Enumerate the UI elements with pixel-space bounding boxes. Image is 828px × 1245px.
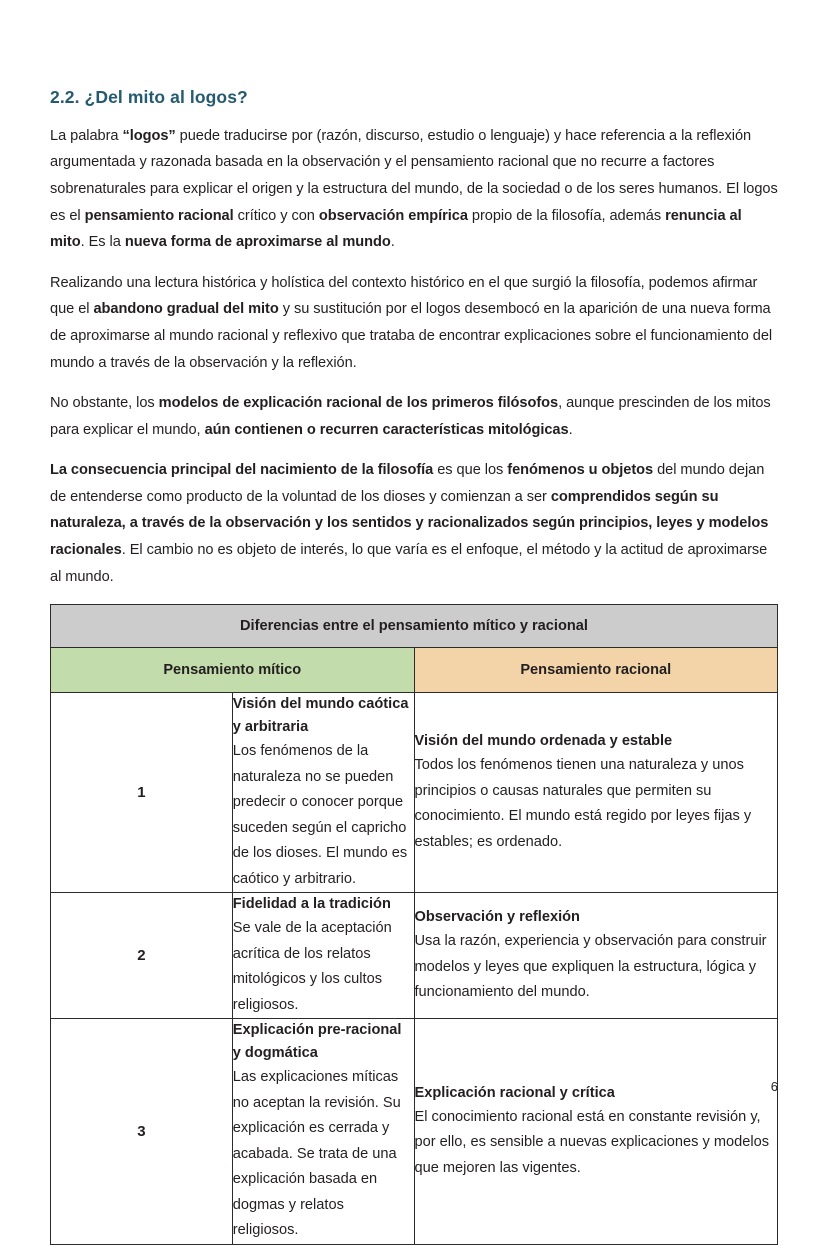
table-row xyxy=(51,893,778,1019)
paragraph-4: La consecuencia principal del nacimiento de la filosofía es que los fenómenos u objetos del mundo dejan de entenderse como producto de la voluntad de los dioses y comienzan a ser comprendidos según su naturaleza, a través de la observación y los sentidos y racionalizados según principios, leyes y modelos racionales. El cambio no es objeto de interés, lo que varía es el enfoque, el método y la actitud de aproximarse al mundo. xyxy=(50,462,769,585)
table-title: Diferencias entre el pensamiento mítico y racional xyxy=(51,605,778,648)
cell-text: Las explicaciones míticas no aceptan la revisión. Su explicación es cerrada y acabada. Se trata de una explicación basada en dogmas y relatos religiosos. xyxy=(232,1069,401,1239)
cell-rational xyxy=(414,893,778,1019)
page-number: 6 xyxy=(770,1079,778,1094)
paragraph-2: Realizando una lectura histórica y holística del contexto histórico en el que surgió la filosofía, podemos afirmar que el abandono gradual del mito y su sustitución por el logos desembocó en la aparición de una nueva forma de aproximarse al mundo racional y reflexivo que trataba de encontrar explicaciones sobre el funcionamiento del mundo a través de la observación y la reflexión. xyxy=(50,274,773,371)
cell-title: Fidelidad a la tradición xyxy=(232,896,391,913)
cell-title: Explicación pre-racional y dogmática xyxy=(232,1022,402,1062)
cell-rational xyxy=(414,1019,778,1245)
cell-text: El conocimiento racional está en constante revisión y, por ello, es sensible a nuevas explicaciones y modelos que mejoren las vigentes. xyxy=(414,1108,770,1176)
paragraph-1: La palabra “logos” puede traducirse por (razón, discurso, estudio o lenguaje) y hace referencia a la reflexión argumentada y razonada basada en la observación y el pensamiento racional que no recurre a factores sobrenaturales para explicar el origen y la estructura del mundo, de la sociedad o de los seres humanos. El logos es el pensamiento racional crítico y con observación empírica propio de la filosofía, además renuncia al mito. Es la nueva forma de aproximarse al mundo. xyxy=(50,127,778,251)
table-title-row xyxy=(51,605,778,648)
column-header-mythic: Pensamiento mítico xyxy=(51,648,415,693)
page-title: 2.2. ¿Del mito al logos? xyxy=(50,87,248,107)
cell-mythic xyxy=(232,893,414,1019)
cell-text: Usa la razón, experiencia y observación para construir modelos y leyes que expliquen la estructura, lógica y funcionamiento del mundo. xyxy=(414,933,767,1000)
cell-title: Observación y reflexión xyxy=(414,909,580,925)
cell-rational xyxy=(414,693,778,893)
comparison-table xyxy=(50,604,778,1245)
cell-text: Se vale de la aceptación acrítica de los relatos mitológicos y los cultos religiosos. xyxy=(232,920,392,1013)
table-header-row xyxy=(51,648,778,693)
document-content xyxy=(50,86,778,1245)
table-row xyxy=(51,1019,778,1245)
cell-title: Explicación racional y crítica xyxy=(414,1084,615,1101)
cell-title: Visión del mundo ordenada y estable xyxy=(414,733,673,750)
paragraph-3: No obstante, los modelos de explicación racional de los primeros filósofos, aunque prescinden de los mitos para explicar el mundo, aún contienen o recurren características mitológicas. xyxy=(50,395,771,438)
cell-mythic xyxy=(232,1019,414,1245)
cell-mythic xyxy=(232,693,414,893)
cell-text: Los fenómenos de la naturaleza no se pueden predecir o conocer porque suceden según el capricho de los dioses. El mundo es caótico y arbitrario. xyxy=(232,743,408,887)
table-row xyxy=(51,693,778,893)
row-number: 2 xyxy=(51,893,233,1019)
row-number: 1 xyxy=(51,693,233,893)
cell-text: Todos los fenómenos tienen una naturaleza y unos principios o causas naturales que permiten su conocimiento. El mundo está regido por leyes fijas y estables; es ordenado. xyxy=(414,757,752,850)
cell-title: Visión del mundo caótica y arbitraria xyxy=(232,696,409,736)
row-number: 3 xyxy=(51,1019,233,1245)
column-header-rational: Pensamiento racional xyxy=(414,648,778,693)
